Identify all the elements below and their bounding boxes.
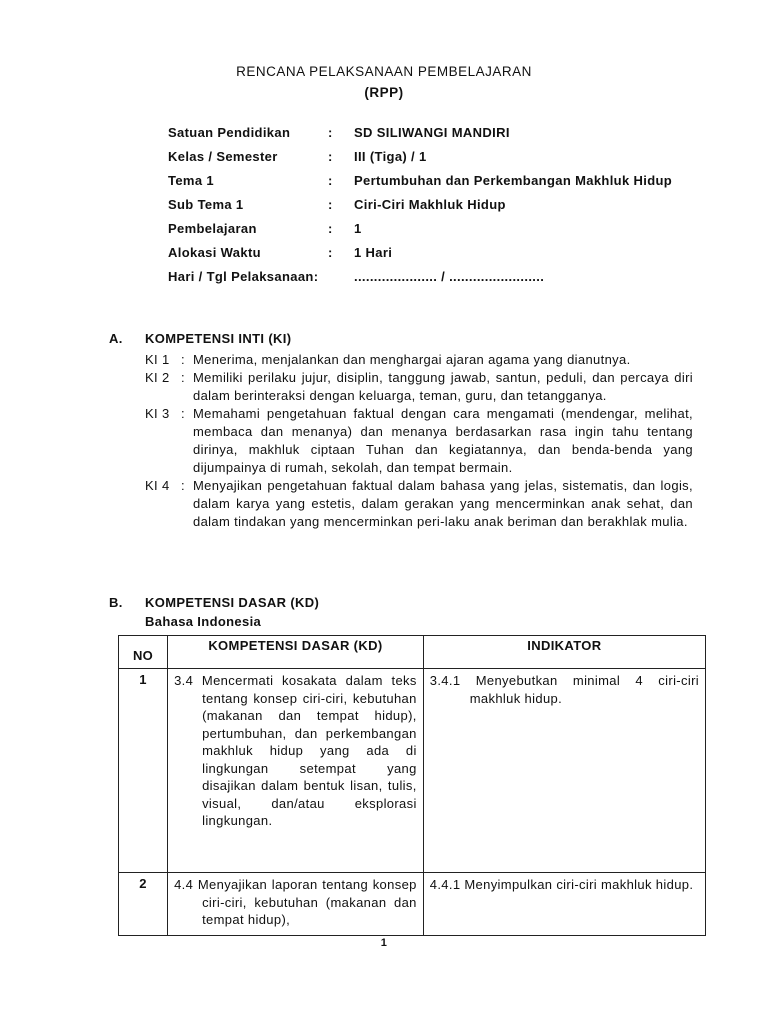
section-letter: B.: [109, 595, 123, 610]
identity-row: [168, 148, 708, 165]
section-title: KOMPETENSI INTI (KI): [145, 331, 292, 346]
identity-colon: :: [328, 221, 333, 236]
indikator-text: 3.4.1 Menyebutkan minimal 4 ciri-ciri makhluk hidup.: [429, 673, 699, 706]
identity-row: [168, 124, 708, 141]
ki-text: Memiliki perilaku jujur, disiplin, tanggung jawab, santun, peduli, dan percaya diri dalam berinteraksi dengan keluarga, teman, guru, dan tetangganya.: [193, 370, 693, 403]
identity-label: Sub Tema 1: [168, 197, 244, 212]
indikator-cell: [423, 873, 705, 936]
ki-text: Memahami pengetahuan faktual dengan cara mengamati (mendengar, melihat, membaca dan menanya) dan menanya berdasarkan rasa ingin tahu tentang dirinya, makhluk ciptaan Tuhan dan kegiatannya, dan benda-benda yang dijumpainya di rumah, sekolah, dan tempat bermain.: [193, 406, 693, 475]
ki-item: [145, 369, 693, 405]
row-number: 2: [119, 873, 168, 936]
identity-colon: :: [328, 245, 333, 260]
table-header-row: [119, 636, 706, 669]
identity-label: Kelas / Semester: [168, 149, 278, 164]
identity-row: [168, 196, 708, 213]
identity-value: Pertumbuhan dan Perkembangan Makhluk Hidup: [354, 173, 673, 188]
identity-block: [168, 124, 708, 292]
kd-cell: [168, 669, 424, 873]
kd-cell: [168, 873, 424, 936]
ki-code: KI 2: [145, 370, 170, 385]
ki-code: KI 3: [145, 406, 170, 421]
identity-colon: :: [328, 125, 333, 140]
ki-text: Menerima, menjalankan dan menghargai ajaran agama yang dianutnya.: [193, 352, 631, 367]
ki-text: Menyajikan pengetahuan faktual dalam bahasa yang jelas, sistematis, dan logis, dalam karya yang estetis, dalam gerakan yang mencerminkan anak sehat, dan dalam tindakan yang mencerminkan peri-laku anak beriman dan berakhlak mulia.: [193, 478, 693, 529]
identity-label: Tema 1: [168, 173, 214, 188]
identity-label: Pembelajaran: [168, 221, 257, 236]
identity-value: Ciri-Ciri Makhluk Hidup: [354, 197, 506, 212]
ki-colon: :: [181, 406, 185, 421]
identity-row: [168, 220, 708, 237]
ki-colon: :: [181, 478, 185, 493]
identity-value: 1 Hari: [354, 245, 393, 260]
ki-colon: :: [181, 370, 185, 385]
identity-row: [168, 244, 708, 261]
ki-code: KI 4: [145, 478, 170, 493]
identity-colon: :: [328, 149, 333, 164]
identity-colon: :: [328, 173, 333, 188]
indikator-cell: [423, 669, 705, 873]
kd-text: 4.4 Menyajikan laporan tentang konsep ciri-ciri, kebutuhan (makanan dan tempat hidup),: [174, 877, 417, 927]
section-title: KOMPETENSI DASAR (KD): [145, 595, 320, 610]
kd-table: [118, 635, 706, 936]
header-no: NO: [119, 636, 168, 669]
ki-code: KI 1: [145, 352, 170, 367]
identity-row: [168, 172, 708, 189]
kd-text: 3.4 Mencermati kosakata dalam teks tentang konsep ciri-ciri, kebutuhan (makanan dan tempat hidup), pertumbuhan, dan perkembangan makhluk hidup yang ada di lingkungan setempat yang disajikan dalam bentuk lisan, tulis, visual, dan/atau eksplorasi lingkungan.: [174, 673, 417, 828]
ki-item: [145, 477, 693, 531]
row-number: 1: [119, 669, 168, 873]
ki-list: [145, 351, 693, 531]
section-letter: A.: [109, 331, 123, 346]
document-subtitle: (RPP): [364, 85, 404, 100]
identity-label: Satuan Pendidikan: [168, 125, 291, 140]
identity-value: ..................... / ........................: [354, 269, 545, 284]
page-number: 1: [380, 937, 388, 949]
identity-colon: :: [328, 197, 333, 212]
ki-colon: :: [181, 352, 185, 367]
indikator-text: 4.4.1 Menyimpulkan ciri-ciri makhluk hidup.: [429, 877, 694, 892]
identity-label: Hari / Tgl Pelaksanaan:: [168, 269, 319, 284]
ki-item: [145, 351, 693, 369]
identity-row: [168, 268, 708, 285]
document-title: RENCANA PELAKSANAAN PEMBELAJARAN: [236, 64, 532, 79]
header-kd: KOMPETENSI DASAR (KD): [168, 636, 424, 669]
identity-value: III (Tiga) / 1: [354, 149, 427, 164]
identity-value: SD SILIWANGI MANDIRI: [354, 125, 510, 140]
table-row: [119, 873, 706, 936]
identity-label: Alokasi Waktu: [168, 245, 261, 260]
identity-value: 1: [354, 221, 362, 236]
subject-heading: Bahasa Indonesia: [145, 614, 262, 629]
table-row: [119, 669, 706, 873]
header-indikator: INDIKATOR: [423, 636, 705, 669]
ki-item: [145, 405, 693, 477]
